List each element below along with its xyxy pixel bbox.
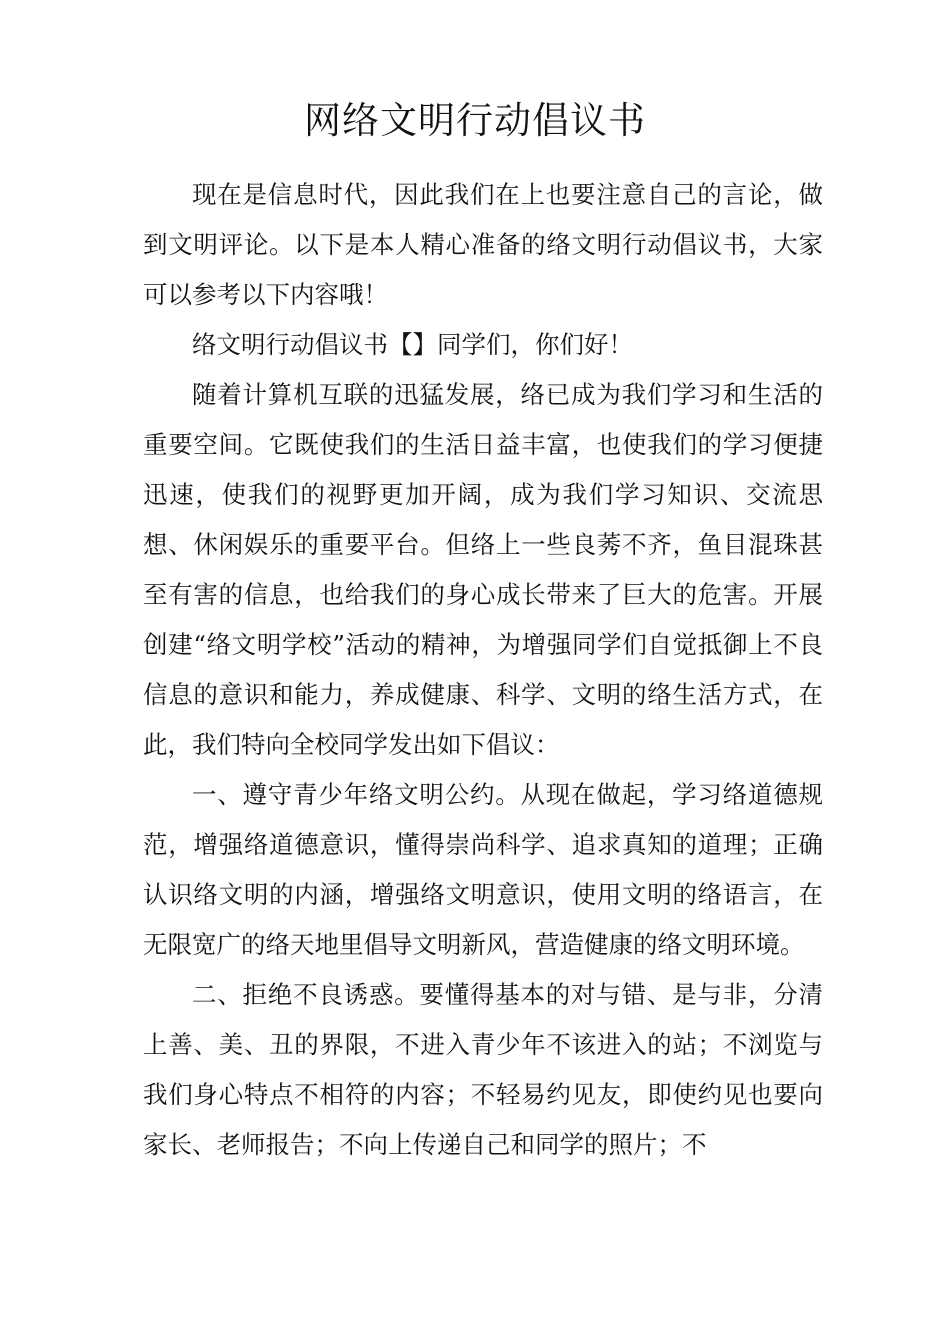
paragraph-point-two: 二、拒绝不良诱惑。要懂得基本的对与错、是与非，分清上善、美、丑的界限，不进入青少年不该进入的站；不浏览与我们身心特点不相符的内容；不轻易约见友，即使约见也要向家长、老师报告；不向上传递自己和同学的照片；不 bbox=[143, 980, 823, 1159]
paragraph-point-one: 一、遵守青少年络文明公约。从现在做起，学习络道德规范，增强络道德意识，懂得崇尚科学、追求真知的道理；正确认识络文明的内涵，增强络文明意识，使用文明的络语言，在无限宽广的络天地里倡导文明新风，营造健康的络文明环境。 bbox=[143, 780, 823, 959]
paragraph-intro: 现在是信息时代，因此我们在上也要注意自己的言论，做到文明评论。以下是本人精心准备的络文明行动倡议书，大家可以参考以下内容哦！ bbox=[143, 180, 823, 309]
paragraph-background: 随着计算机互联的迅猛发展，络已成为我们学习和生活的重要空间。它既使我们的生活日益丰富，也使我们的学习便捷迅速，使我们的视野更加开阔，成为我们学习知识、交流思想、休闲娱乐的重要平台。但络上一些良莠不齐，鱼目混珠甚至有害的信息，也给我们的身心成长带来了巨大的危害。开展创建“络文明学校”活动的精神，为增强同学们自觉抵御上不良信息的意识和能力，养成健康、科学、文明的络生活方式，在此，我们特向全校同学发出如下倡议： bbox=[143, 380, 823, 759]
document-title: 网络文明行动倡议书 bbox=[304, 99, 646, 142]
paragraph-greeting: 络文明行动倡议书【】同学们，你们好！ bbox=[192, 330, 633, 359]
document-body bbox=[143, 170, 823, 1170]
